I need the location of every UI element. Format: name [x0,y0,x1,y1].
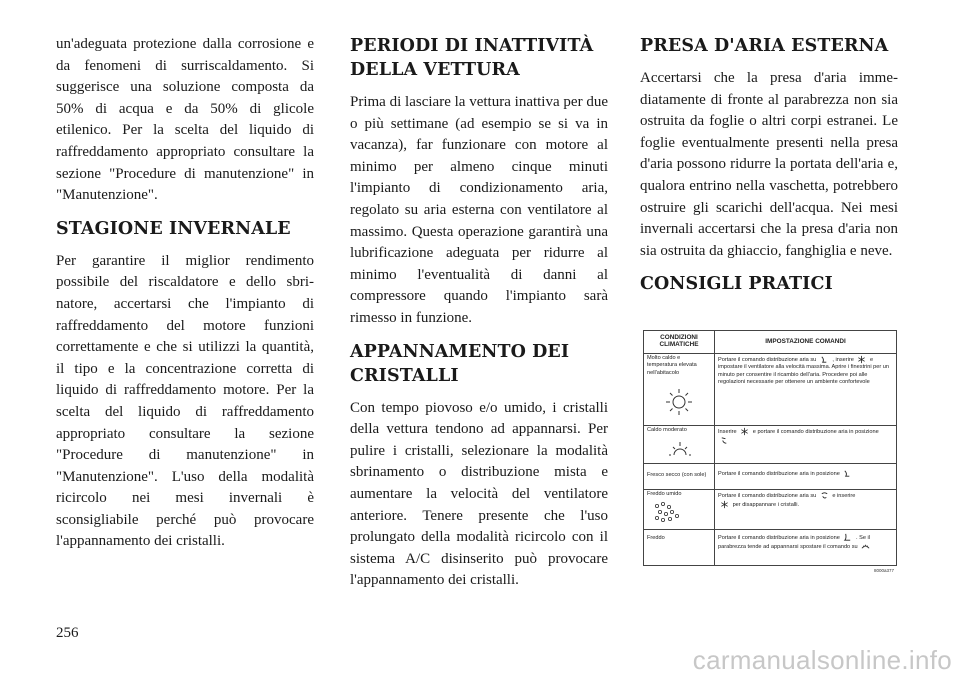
heading-outside-air-intake: PRESA D'ARIA ESTERNA [640,36,889,56]
raindrops-icon [652,501,692,523]
column-middle [350,34,608,602]
climate-settings-table [643,330,897,573]
row1-setting-text-d: impostare il ventilatore alla velocità massima. Aprire i finestrini per un minuto per consentire il ricambio dell'aria. Procedere poi alle regolazioni necessarie per ottenere un ambiente confortevole [718,364,889,386]
defrost-icon [861,542,870,551]
paragraph-fogging: Con tempo piovoso e/o umido, i cristalli della vettura tendono ad appannarsi. Per pulire i cristalli, selezionare la modalità sbrinamento o distribuzione mista e aumentare la velocità del ventilatore anteriore. Tenere presente che l'uso prolungato della modalità ricircolo con il sistema A/C disinserito può provocare l'appannamento dei cristalli. [350,399,608,589]
table-row [644,353,896,426]
heading-inactivity: PERIODI DI INATTIVITÀ DELLA VETTURA [350,36,594,80]
ac-snowflake-icon [720,500,729,509]
table-row [644,529,896,566]
row2-setting-text-b: e portare il comando distribuzione aria in posizione [752,428,879,435]
bilevel-mode-icon [720,436,729,445]
panel-mode-icon [820,355,829,364]
row4-setting-text-a: Portare il comando distribuzione aria su [718,492,817,499]
row5-setting-text-a: Portare il comando distribuzione aria in posizione [718,534,840,541]
table-row [644,463,896,490]
column-left [56,34,314,563]
heading-winter-season: STAGIONE INVERNALE [56,218,291,239]
row4-setting-text-c: per disappannare i cristalli. [732,502,800,509]
header-control-settings: IMPOSTAZIONE COMANDI [765,338,846,345]
half-sun-icon [668,439,692,459]
paragraph-coolant: un'adeguata protezione dalla corrosione e da fenomeni di surriscaldamento. Si suggerisce una soluzione composta da 50% di acqua e da 50% di glicole etilenico. Per la scelta del liquido di raffreddamento appropriato consultare la sezione "Procedure di manutenzione" in "Manutenzione". [56,36,314,204]
ac-snowflake-icon [740,427,749,436]
condition-cold-humid: Freddo umido [647,491,682,497]
paragraph-winter: Per garantire il miglior rendimento possibile del riscaldatore e dello sbrinatore, accertarsi che l'impianto di raffreddamento del motore funzioni correttamente e che si utilizzi la quantità, il tipo e la concentrazione corretta di liquido di raffreddamento motore. Per la scelta del liquido di raffreddamento appropriato consultare la sezione "Procedure di manutenzione" in "Manutenzione". L'uso della modalità ricircolo nei mesi invernali è sconsigliabile perché può provocare l'appannamento dei cristalli. [56,252,314,550]
row4-setting-text-b: e inserire [832,492,856,499]
column-right [640,34,898,306]
condition-very-hot: Molto caldo e temperatura elevata nell'abitacolo [647,355,697,376]
ac-snowflake-icon [857,355,866,364]
paragraph-air-intake: Accertarsi che la presa d'aria immediatamente di fronte al parabrezza non sia ostruita da foglie o altri corpi estranei. Le foglie eventualmente presenti nella presa d'aria possono ridurre la portata dell'aria e, qualora entrino nella vaschetta, potrebbero ostruire gli scarichi dell'acqua. Nei mesi invernali accertarsi che la presa d'aria non sia ostruita da ghiaccio, fanghiglia e neve. [640,70,898,259]
paragraph-inactivity: Prima di lasciare la vettura inattiva per due o più settimane (ad esempio se si va in vacanza), far funzionare con motore al minimo per almeno cinque minuti l'impianto di condizionamento aria, regolato su aria esterna con ventilatore al massimo. Questa operazione garantirà una lubrificazione adeguata per ridurre al minimo l'eventualità di danni al compressore quando l'impianto sarà rimesso in funzione. [350,94,608,326]
heading-practical-tips: CONSIGLI PRATICI [640,274,833,295]
sun-icon [662,387,696,417]
panel-mode-icon [843,469,852,478]
page-number: 256 [56,625,79,641]
header-conditions: CONDIZIONI CLIMATICHE [644,331,715,353]
row2-setting-text-a: Inserire [718,428,737,435]
floor-mode-icon [843,533,852,542]
row3-setting-text: Portare il comando distribuzione aria in posizione [718,470,840,477]
condition-cold: Freddo [647,535,665,541]
watermark: carmanualsonline.info [692,645,952,675]
table-header-row [644,331,896,354]
heading-window-fogging: APPANNAMENTO DEI CRISTALLI [350,341,570,386]
row1-setting-text-c: e [869,356,874,363]
row1-setting-text-a: Portare il comando distribuzione aria su [718,356,817,363]
row5-setting-text-b: . Se il parabrezza tende ad appannarsi spostare il comando su [718,534,871,551]
table-row [644,489,896,530]
row1-setting-text-b: , inserire [832,356,854,363]
table-figure-code: 8000a377 [873,568,894,573]
table-row [644,425,896,464]
condition-moderate-heat: Caldo moderato [647,427,687,433]
mixed-defrost-icon [820,491,829,500]
condition-cool-dry: Fresco secco (con sole) [647,472,707,478]
